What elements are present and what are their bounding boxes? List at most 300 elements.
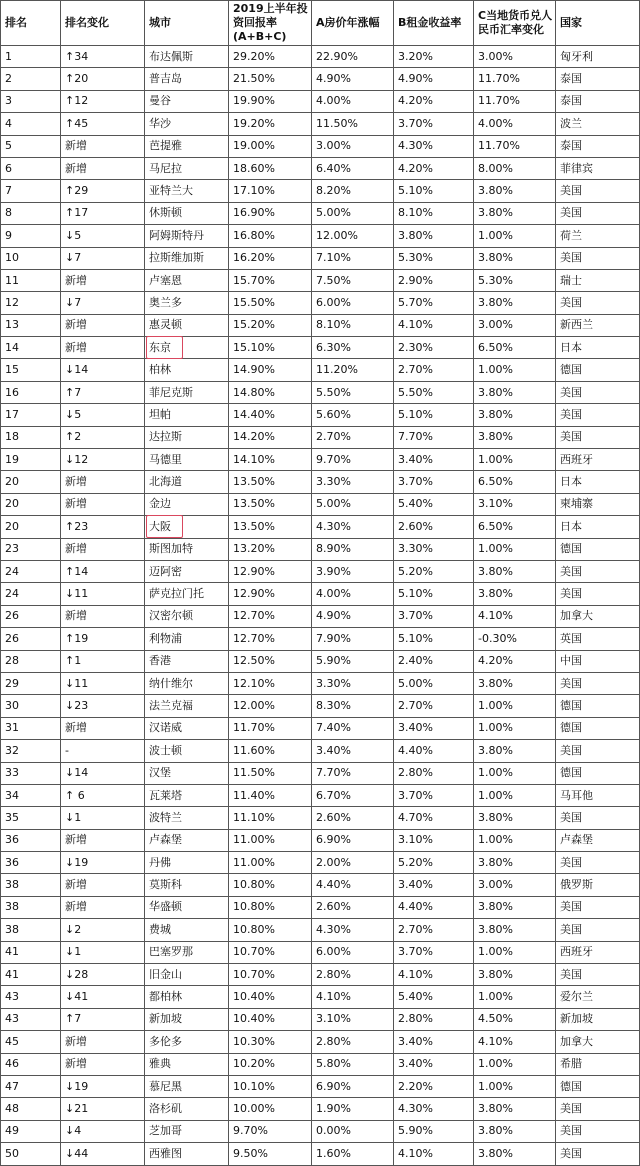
cell-rank-change: ↓11 (61, 583, 145, 605)
table-row (1, 919, 640, 941)
table-row (1, 46, 640, 68)
table-row (1, 292, 640, 314)
table-row (1, 829, 640, 851)
cell-country: 德国 (556, 762, 640, 784)
cell-city: 汉诺威 (145, 717, 229, 739)
cell-price-growth: 8.20% (312, 180, 394, 202)
cell-price-growth: 6.40% (312, 157, 394, 179)
cell-total-return: 16.90% (229, 202, 312, 224)
cell-price-growth: 6.90% (312, 1075, 394, 1097)
cell-rank-change: ↑17 (61, 202, 145, 224)
cell-country: 美国 (556, 426, 640, 448)
cell-city: 大阪 (145, 516, 229, 538)
cell-total-return: 14.20% (229, 426, 312, 448)
cell-total-return: 19.20% (229, 113, 312, 135)
cell-fx-change: 1.00% (474, 359, 556, 381)
cell-price-growth: 22.90% (312, 46, 394, 68)
table-row (1, 941, 640, 963)
cell-fx-change: 3.80% (474, 1120, 556, 1142)
cell-rank: 41 (1, 941, 61, 963)
cell-city: 费城 (145, 919, 229, 941)
cell-city: 旧金山 (145, 964, 229, 986)
cell-total-return: 10.40% (229, 986, 312, 1008)
cell-city: 雅典 (145, 1053, 229, 1075)
cell-rental-yield: 5.40% (394, 986, 474, 1008)
cell-price-growth: 0.00% (312, 1120, 394, 1142)
table-row (1, 471, 640, 493)
cell-fx-change: 3.80% (474, 964, 556, 986)
cell-city: 普吉岛 (145, 68, 229, 90)
cell-country: 美国 (556, 1098, 640, 1120)
table-row (1, 672, 640, 694)
cell-rank: 36 (1, 829, 61, 851)
cell-fx-change: 3.80% (474, 426, 556, 448)
cell-rental-yield: 5.10% (394, 628, 474, 650)
table-row (1, 560, 640, 582)
cell-fx-change: 3.00% (474, 874, 556, 896)
cell-city: 慕尼黑 (145, 1075, 229, 1097)
cell-country: 波兰 (556, 113, 640, 135)
cell-rank-change: ↓28 (61, 964, 145, 986)
cell-city: 阿姆斯特丹 (145, 225, 229, 247)
cell-rank: 24 (1, 560, 61, 582)
cell-total-return: 15.70% (229, 269, 312, 291)
table-row (1, 1053, 640, 1075)
table-row (1, 381, 640, 403)
cell-fx-change: 3.80% (474, 381, 556, 403)
table-row (1, 1143, 640, 1165)
table-row (1, 896, 640, 918)
cell-total-return: 18.60% (229, 157, 312, 179)
cell-price-growth: 4.00% (312, 90, 394, 112)
cell-rank: 7 (1, 180, 61, 202)
cell-city: 都柏林 (145, 986, 229, 1008)
cell-city: 曼谷 (145, 90, 229, 112)
cell-rank-change: ↑14 (61, 560, 145, 582)
cell-country: 泰国 (556, 135, 640, 157)
table-row (1, 874, 640, 896)
cell-city: 马尼拉 (145, 157, 229, 179)
cell-rank: 34 (1, 784, 61, 806)
table-row (1, 807, 640, 829)
cell-total-return: 14.40% (229, 404, 312, 426)
cell-city: 北海道 (145, 471, 229, 493)
cell-city: 拉斯维加斯 (145, 247, 229, 269)
cell-rank: 15 (1, 359, 61, 381)
cell-rank: 31 (1, 717, 61, 739)
cell-fx-change: 3.80% (474, 672, 556, 694)
cell-country: 美国 (556, 964, 640, 986)
cell-total-return: 11.10% (229, 807, 312, 829)
cell-rental-yield: 2.70% (394, 919, 474, 941)
cell-price-growth: 3.30% (312, 471, 394, 493)
cell-rental-yield: 5.30% (394, 247, 474, 269)
cell-rental-yield: 5.40% (394, 493, 474, 515)
cell-country: 日本 (556, 516, 640, 538)
cell-rental-yield: 3.70% (394, 784, 474, 806)
cell-country: 日本 (556, 337, 640, 359)
cell-rank-change: 新增 (61, 896, 145, 918)
cell-rank: 11 (1, 269, 61, 291)
cell-rank-change: 新增 (61, 314, 145, 336)
cell-price-growth: 6.00% (312, 292, 394, 314)
cell-total-return: 10.20% (229, 1053, 312, 1075)
cell-rank-change: ↑7 (61, 1008, 145, 1030)
cell-fx-change: 1.00% (474, 784, 556, 806)
table-row (1, 404, 640, 426)
cell-rank: 12 (1, 292, 61, 314)
cell-rental-yield: 8.10% (394, 202, 474, 224)
cell-rental-yield: 4.30% (394, 1098, 474, 1120)
cell-total-return: 15.20% (229, 314, 312, 336)
cell-fx-change: -0.30% (474, 628, 556, 650)
table-row (1, 740, 640, 762)
cell-rank-change: ↑1 (61, 650, 145, 672)
cell-country: 西班牙 (556, 449, 640, 471)
cell-total-return: 14.80% (229, 381, 312, 403)
table-row (1, 113, 640, 135)
cell-country: 希腊 (556, 1053, 640, 1075)
cell-fx-change: 8.00% (474, 157, 556, 179)
cell-rank-change: ↑2 (61, 426, 145, 448)
cell-rank-change: 新增 (61, 538, 145, 560)
table-row (1, 605, 640, 627)
cell-fx-change: 1.00% (474, 1075, 556, 1097)
cell-total-return: 11.70% (229, 717, 312, 739)
cell-city: 坦帕 (145, 404, 229, 426)
cell-price-growth: 4.00% (312, 583, 394, 605)
cell-fx-change: 3.80% (474, 1098, 556, 1120)
cell-rank: 24 (1, 583, 61, 605)
cell-country: 美国 (556, 807, 640, 829)
cell-rank-change: ↓19 (61, 852, 145, 874)
cell-total-return: 10.70% (229, 941, 312, 963)
cell-total-return: 10.80% (229, 919, 312, 941)
cell-rank: 43 (1, 1008, 61, 1030)
cell-rank-change: 新增 (61, 493, 145, 515)
cell-rank: 17 (1, 404, 61, 426)
cell-rank-change: ↑19 (61, 628, 145, 650)
cell-fx-change: 1.00% (474, 986, 556, 1008)
cell-fx-change: 1.00% (474, 538, 556, 560)
cell-rank: 1 (1, 46, 61, 68)
cell-total-return: 12.90% (229, 560, 312, 582)
cell-country: 新加坡 (556, 1008, 640, 1030)
cell-country: 美国 (556, 583, 640, 605)
cell-country: 荷兰 (556, 225, 640, 247)
table-row (1, 135, 640, 157)
cell-rank-change: 新增 (61, 605, 145, 627)
cell-fx-change: 1.00% (474, 762, 556, 784)
cell-fx-change: 3.00% (474, 46, 556, 68)
cell-rank: 16 (1, 381, 61, 403)
cell-rental-yield: 5.10% (394, 583, 474, 605)
cell-total-return: 14.90% (229, 359, 312, 381)
cell-rank-change: 新增 (61, 717, 145, 739)
cell-rank-change: ↓14 (61, 359, 145, 381)
column-header-fx-change: C当地货币兑人民币汇率变化 (474, 1, 556, 46)
cell-total-return: 9.70% (229, 1120, 312, 1142)
cell-country: 美国 (556, 180, 640, 202)
cell-country: 卢森堡 (556, 829, 640, 851)
cell-rental-yield: 4.10% (394, 1143, 474, 1165)
cell-rank: 28 (1, 650, 61, 672)
cell-rank-change: ↓5 (61, 225, 145, 247)
cell-city: 亚特兰大 (145, 180, 229, 202)
cell-rank-change: 新增 (61, 269, 145, 291)
cell-country: 美国 (556, 247, 640, 269)
cell-total-return: 15.10% (229, 337, 312, 359)
cell-rank-change: ↓21 (61, 1098, 145, 1120)
cell-rank: 26 (1, 628, 61, 650)
table-row (1, 180, 640, 202)
cell-city: 洛杉矶 (145, 1098, 229, 1120)
cell-total-return: 17.10% (229, 180, 312, 202)
cell-rental-yield: 3.70% (394, 471, 474, 493)
cell-price-growth: 7.70% (312, 762, 394, 784)
cell-rank-change: ↓11 (61, 672, 145, 694)
cell-rank: 9 (1, 225, 61, 247)
cell-rental-yield: 3.70% (394, 941, 474, 963)
column-header-city: 城市 (145, 1, 229, 46)
cell-rank-change: 新增 (61, 1053, 145, 1075)
cell-rank: 3 (1, 90, 61, 112)
cell-rank-change: 新增 (61, 874, 145, 896)
table-row (1, 359, 640, 381)
cell-total-return: 16.80% (229, 225, 312, 247)
table-row (1, 202, 640, 224)
cell-rank-change: 新增 (61, 135, 145, 157)
cell-price-growth: 6.90% (312, 829, 394, 851)
cell-rental-yield: 5.10% (394, 180, 474, 202)
table-row (1, 583, 640, 605)
cell-country: 俄罗斯 (556, 874, 640, 896)
cell-price-growth: 4.30% (312, 516, 394, 538)
cell-country: 美国 (556, 896, 640, 918)
cell-rank-change: 新增 (61, 1031, 145, 1053)
cell-rental-yield: 2.90% (394, 269, 474, 291)
cell-total-return: 10.30% (229, 1031, 312, 1053)
cell-rental-yield: 5.70% (394, 292, 474, 314)
table-row (1, 449, 640, 471)
cell-total-return: 12.00% (229, 695, 312, 717)
cell-price-growth: 6.70% (312, 784, 394, 806)
cell-country: 美国 (556, 1143, 640, 1165)
cell-rental-yield: 2.70% (394, 695, 474, 717)
cell-rank: 6 (1, 157, 61, 179)
cell-price-growth: 1.90% (312, 1098, 394, 1120)
cell-rank-change: ↓44 (61, 1143, 145, 1165)
cell-rental-yield: 2.30% (394, 337, 474, 359)
cell-fx-change: 3.80% (474, 919, 556, 941)
cell-rental-yield: 3.70% (394, 113, 474, 135)
table-row (1, 1098, 640, 1120)
cell-country: 菲律宾 (556, 157, 640, 179)
cell-total-return: 12.10% (229, 672, 312, 694)
cell-rank: 41 (1, 964, 61, 986)
cell-fx-change: 3.80% (474, 202, 556, 224)
cell-rental-yield: 5.20% (394, 560, 474, 582)
table-row (1, 717, 640, 739)
cell-rank-change: ↓19 (61, 1075, 145, 1097)
cell-city: 萨克拉门托 (145, 583, 229, 605)
cell-fx-change: 1.00% (474, 225, 556, 247)
cell-fx-change: 4.00% (474, 113, 556, 135)
cell-rental-yield: 3.40% (394, 1031, 474, 1053)
cell-rank-change: ↑34 (61, 46, 145, 68)
cell-total-return: 11.50% (229, 762, 312, 784)
cell-city: 瓦莱塔 (145, 784, 229, 806)
cell-rank: 19 (1, 449, 61, 471)
cell-rental-yield: 4.30% (394, 135, 474, 157)
column-header-rank: 排名 (1, 1, 61, 46)
cell-total-return: 19.90% (229, 90, 312, 112)
cell-rental-yield: 5.50% (394, 381, 474, 403)
cell-city: 奥兰多 (145, 292, 229, 314)
column-header-rental-yield: B租金收益率 (394, 1, 474, 46)
cell-city: 莫斯科 (145, 874, 229, 896)
cell-rank-change: ↓12 (61, 449, 145, 471)
cell-city: 纳什维尔 (145, 672, 229, 694)
cell-city: 斯图加特 (145, 538, 229, 560)
cell-rank: 10 (1, 247, 61, 269)
cell-rank: 23 (1, 538, 61, 560)
cell-rental-yield: 2.80% (394, 1008, 474, 1030)
cell-rank: 14 (1, 337, 61, 359)
cell-city: 利物浦 (145, 628, 229, 650)
cell-fx-change: 3.10% (474, 493, 556, 515)
cell-total-return: 12.50% (229, 650, 312, 672)
cell-rank-change: - (61, 740, 145, 762)
cell-price-growth: 3.30% (312, 672, 394, 694)
cell-total-return: 15.50% (229, 292, 312, 314)
cell-total-return: 21.50% (229, 68, 312, 90)
cell-fx-change: 3.80% (474, 560, 556, 582)
cell-rental-yield: 7.70% (394, 426, 474, 448)
cell-price-growth: 6.00% (312, 941, 394, 963)
cell-rank: 38 (1, 896, 61, 918)
cell-rank-change: ↓5 (61, 404, 145, 426)
cell-rank-change: 新增 (61, 157, 145, 179)
cell-rank: 48 (1, 1098, 61, 1120)
cell-fx-change: 6.50% (474, 471, 556, 493)
cell-rank-change: ↓1 (61, 807, 145, 829)
cell-rank: 46 (1, 1053, 61, 1075)
table-row (1, 964, 640, 986)
cell-fx-change: 1.00% (474, 449, 556, 471)
cell-rank-change: ↓2 (61, 919, 145, 941)
cell-rank-change: ↑ 6 (61, 784, 145, 806)
cell-rental-yield: 2.80% (394, 762, 474, 784)
cell-total-return: 11.60% (229, 740, 312, 762)
cell-city: 法兰克福 (145, 695, 229, 717)
cell-fx-change: 4.10% (474, 1031, 556, 1053)
cell-price-growth: 2.60% (312, 807, 394, 829)
cell-rank: 36 (1, 852, 61, 874)
cell-rank-change: ↓7 (61, 292, 145, 314)
cell-rental-yield: 4.70% (394, 807, 474, 829)
cell-total-return: 10.80% (229, 896, 312, 918)
cell-fx-change: 4.10% (474, 605, 556, 627)
cell-country: 德国 (556, 695, 640, 717)
cell-price-growth: 11.50% (312, 113, 394, 135)
cell-price-growth: 3.40% (312, 740, 394, 762)
cell-rank: 20 (1, 471, 61, 493)
cell-rental-yield: 3.30% (394, 538, 474, 560)
cell-rank: 18 (1, 426, 61, 448)
cell-fx-change: 1.00% (474, 829, 556, 851)
cell-fx-change: 3.80% (474, 583, 556, 605)
cell-rank: 20 (1, 516, 61, 538)
cell-fx-change: 3.80% (474, 896, 556, 918)
cell-price-growth: 11.20% (312, 359, 394, 381)
column-header-rank-change: 排名变化 (61, 1, 145, 46)
cell-country: 美国 (556, 919, 640, 941)
cell-rank-change: ↑23 (61, 516, 145, 538)
cell-rental-yield: 3.40% (394, 717, 474, 739)
cell-fx-change: 3.80% (474, 852, 556, 874)
cell-price-growth: 4.10% (312, 986, 394, 1008)
cell-rank-change: 新增 (61, 337, 145, 359)
cell-fx-change: 11.70% (474, 135, 556, 157)
cell-country: 美国 (556, 852, 640, 874)
cell-rental-yield: 3.70% (394, 605, 474, 627)
cell-fx-change: 3.80% (474, 247, 556, 269)
cell-country: 美国 (556, 404, 640, 426)
cell-total-return: 12.90% (229, 583, 312, 605)
cell-fx-change: 1.00% (474, 695, 556, 717)
cell-total-return: 10.40% (229, 1008, 312, 1030)
cell-fx-change: 1.00% (474, 941, 556, 963)
cell-rank-change: ↓1 (61, 941, 145, 963)
cell-price-growth: 2.60% (312, 896, 394, 918)
cell-price-growth: 3.90% (312, 560, 394, 582)
cell-total-return: 29.20% (229, 46, 312, 68)
cell-city: 卢塞恩 (145, 269, 229, 291)
cell-rank: 30 (1, 695, 61, 717)
cell-city: 丹佛 (145, 852, 229, 874)
cell-rental-yield: 4.40% (394, 896, 474, 918)
cell-fx-change: 4.20% (474, 650, 556, 672)
cell-rank: 33 (1, 762, 61, 784)
column-header-total-return: 2019上半年投资回报率(A+B+C) (229, 1, 312, 46)
cell-city: 布达佩斯 (145, 46, 229, 68)
table-row (1, 269, 640, 291)
cell-rental-yield: 3.20% (394, 46, 474, 68)
cell-rental-yield: 3.40% (394, 1053, 474, 1075)
cell-price-growth: 5.80% (312, 1053, 394, 1075)
table-row (1, 493, 640, 515)
cell-rank: 38 (1, 874, 61, 896)
cell-country: 美国 (556, 560, 640, 582)
cell-price-growth: 4.40% (312, 874, 394, 896)
cell-rank-change: ↑45 (61, 113, 145, 135)
table-row (1, 225, 640, 247)
cell-country: 匈牙利 (556, 46, 640, 68)
table-row (1, 68, 640, 90)
cell-total-return: 11.00% (229, 829, 312, 851)
cell-city: 柏林 (145, 359, 229, 381)
cell-fx-change: 11.70% (474, 90, 556, 112)
cell-rank: 45 (1, 1031, 61, 1053)
cell-rental-yield: 5.10% (394, 404, 474, 426)
cell-price-growth: 8.10% (312, 314, 394, 336)
table-row (1, 516, 640, 538)
cell-country: 美国 (556, 202, 640, 224)
cell-rental-yield: 2.70% (394, 359, 474, 381)
cell-rank-change: ↑7 (61, 381, 145, 403)
cell-country: 英国 (556, 628, 640, 650)
